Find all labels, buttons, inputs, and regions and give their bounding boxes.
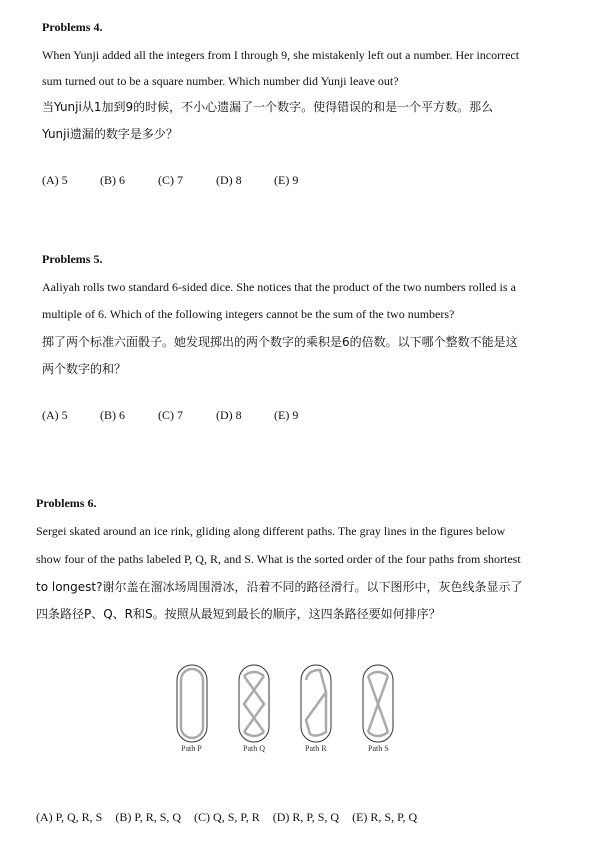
choice-b: (B) P, R, S, Q xyxy=(115,810,182,824)
path-p-shape xyxy=(177,665,207,742)
problem-6-line-2: show four of the paths labeled P, Q, R, and S. What is the sorted order of the four paths from shortest xyxy=(36,552,521,566)
problem-4-en-line-1: When Yunji added all the integers from I through 9, she mistakenly left out a number. Her incorrect xyxy=(42,48,520,62)
problem-6-choices xyxy=(36,810,427,825)
path-s-label: Path S xyxy=(368,744,389,753)
choice-c: (C) Q, S, P, R xyxy=(194,810,260,824)
choice-a: (A) P, Q, R, S xyxy=(36,810,103,824)
choice-a: (A) 5 xyxy=(42,408,68,422)
path-p-label: Path P xyxy=(181,744,202,753)
problem-5-en-line-1: Aaliyah rolls two standard 6-sided dice. She notices that the product of the two numbers rolled is a xyxy=(42,280,516,294)
choice-e: (E) 9 xyxy=(274,408,299,422)
problem-4-en-line-2: sum turned out to be a square number. Which number did Yunji leave out? xyxy=(42,74,399,88)
problem-5-choices xyxy=(42,408,332,423)
problem-4-title: Problems 4. xyxy=(42,20,103,34)
choice-b: (B) 6 xyxy=(100,173,125,187)
choice-d: (D) R, P, S, Q xyxy=(272,810,340,824)
choice-c: (C) 7 xyxy=(158,408,183,422)
choice-e: (E) R, S, P, Q xyxy=(352,810,418,824)
problem-5 xyxy=(42,252,562,422)
choice-b: (B) 6 xyxy=(100,408,125,422)
problem-4-cn-line-2: Yunji遗漏的数字是多少？ xyxy=(42,127,178,141)
problem-6-line-4: 四条路径P、Q、R和S。按照从最短到最长的顺序，这四条路径要如何排序？ xyxy=(36,607,441,621)
problem-6-line-3: to longest?谢尔盖在溜冰场周围滑冰，沿着不同的路径滑行。以下图形中，灰色线条显示了 xyxy=(36,580,523,594)
problem-5-title: Problems 5. xyxy=(42,252,103,266)
path-s-shape xyxy=(363,665,393,742)
problem-6 xyxy=(36,496,556,621)
paths-diagram xyxy=(170,662,410,747)
choice-e: (E) 9 xyxy=(274,173,299,187)
problem-6-line-1: Sergei skated around an ice rink, gliding along different paths. The gray lines in the figures below xyxy=(36,524,506,538)
choice-d: (D) 8 xyxy=(216,408,242,422)
problem-4 xyxy=(42,20,562,187)
choice-a: (A) 5 xyxy=(42,173,68,187)
path-r-shape xyxy=(301,665,331,742)
path-q-shape xyxy=(239,665,269,742)
problem-6-title: Problems 6. xyxy=(36,496,97,510)
path-r-label: Path R xyxy=(305,744,327,753)
problem-5-en-line-2: multiple of 6. Which of the following integers cannot be the sum of the two numbers? xyxy=(42,307,455,321)
problem-4-choices xyxy=(42,173,332,188)
choice-c: (C) 7 xyxy=(158,173,183,187)
problem-5-cn-line-2: 两个数字的和？ xyxy=(42,362,127,376)
problem-5-cn-line-1: 掷了两个标准六面骰子。她发现掷出的两个数字的乘积是6的倍数。以下哪个整数不能是这 xyxy=(42,335,518,349)
choice-d: (D) 8 xyxy=(216,173,242,187)
paths-figure xyxy=(170,662,410,757)
path-q-label: Path Q xyxy=(243,744,265,753)
problem-4-cn-line-1: 当Yunji从1加到9的时候，不小心遗漏了一个数字。使得错误的和是一个平方数。那么 xyxy=(42,100,494,114)
